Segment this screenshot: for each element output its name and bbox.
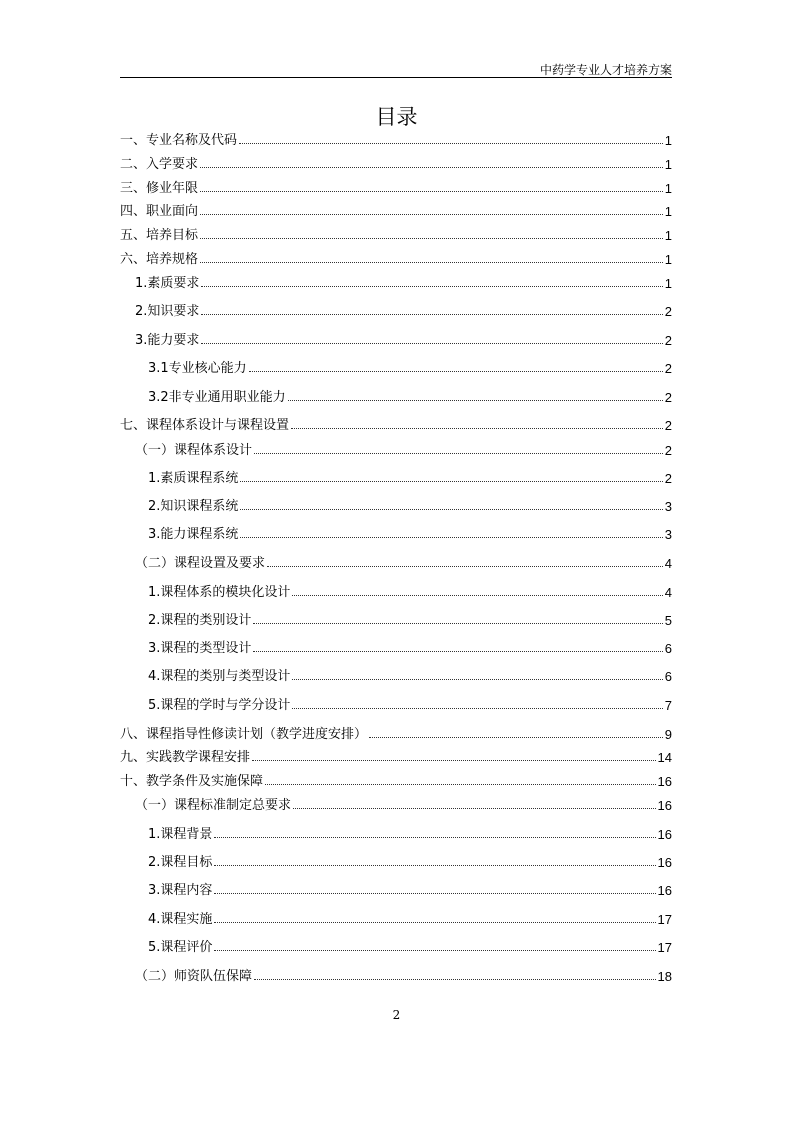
- toc-entry-label: 五、培养目标: [120, 228, 199, 243]
- toc-entry[interactable]: [120, 494, 672, 514]
- toc-dot-leader: [200, 237, 663, 239]
- toc-entry[interactable]: [120, 769, 672, 789]
- toc-entry-label: 3.2非专业通用职业能力: [148, 390, 286, 405]
- toc-entry[interactable]: [120, 299, 672, 319]
- toc-dot-leader: [240, 508, 662, 510]
- toc-entry-label: 1.素质课程系统: [148, 471, 239, 486]
- toc-dot-leader: [200, 190, 663, 192]
- toc-entry-label: （二）师资队伍保障: [135, 969, 253, 984]
- toc-dot-leader: [200, 213, 663, 215]
- toc-entry[interactable]: [120, 964, 672, 984]
- toc-dot-leader: [201, 285, 662, 287]
- toc-entry[interactable]: [120, 199, 672, 219]
- toc-dot-leader: [292, 678, 662, 680]
- toc-entry[interactable]: [120, 822, 672, 842]
- toc-entry-label: （二）课程设置及要求: [135, 556, 266, 571]
- toc-entry-label: 4.课程的类别与类型设计: [148, 669, 291, 684]
- toc-entry-label: 5.课程评价: [148, 940, 213, 955]
- toc-title: 目录: [375, 105, 418, 129]
- toc-entry[interactable]: [120, 271, 672, 291]
- toc-dot-leader: [200, 166, 663, 168]
- toc-entry[interactable]: [120, 413, 672, 433]
- header-rule: [120, 77, 672, 78]
- toc-entry-page: 3: [664, 499, 672, 514]
- toc-entry[interactable]: [120, 522, 672, 542]
- toc-entry-page: 1: [664, 181, 672, 196]
- toc-entry-label: 2.课程目标: [148, 855, 213, 870]
- toc-dot-leader: [201, 342, 662, 344]
- toc-entry-label: （一）课程标准制定总要求: [135, 798, 292, 813]
- toc-entry-label: 二、入学要求: [120, 157, 199, 172]
- toc-dot-leader: [252, 759, 656, 761]
- toc-dot-leader: [214, 892, 655, 894]
- toc-entry-label: 1.素质要求: [135, 276, 200, 291]
- toc-entry-page: 2: [664, 333, 672, 348]
- toc-entry-page: 16: [657, 883, 672, 898]
- toc-entry-page: 1: [664, 228, 672, 243]
- toc-entry-label: 2.知识课程系统: [148, 499, 239, 514]
- toc-entry-page: 2: [664, 390, 672, 405]
- toc-entry-label: 七、课程体系设计与课程设置: [120, 418, 290, 433]
- toc-entry[interactable]: [120, 693, 672, 713]
- toc-dot-leader: [253, 622, 662, 624]
- toc-entry[interactable]: [120, 793, 672, 813]
- toc-entry-page: 17: [657, 940, 672, 955]
- toc-entry[interactable]: [120, 438, 672, 458]
- toc-dot-leader: [214, 921, 655, 923]
- toc-dot-leader: [214, 864, 655, 866]
- toc-entry-label: 3.能力课程系统: [148, 527, 239, 542]
- toc-dot-leader: [214, 836, 655, 838]
- toc-entry-page: 9: [664, 727, 672, 742]
- toc-entry-page: 6: [664, 641, 672, 656]
- toc-entry-label: 3.课程内容: [148, 883, 213, 898]
- toc-dot-leader: [265, 783, 656, 785]
- toc-dot-leader: [369, 736, 663, 738]
- toc-dot-leader: [239, 142, 663, 144]
- toc-entry-page: 2: [664, 361, 672, 376]
- toc-entry[interactable]: [120, 935, 672, 955]
- toc-entry-page: 1: [664, 252, 672, 267]
- toc-dot-leader: [267, 565, 663, 567]
- toc-entry-page: 2: [664, 418, 672, 433]
- toc-entry-label: 5.课程的学时与学分设计: [148, 698, 291, 713]
- toc-entry-page: 1: [664, 204, 672, 219]
- toc-entry[interactable]: [120, 878, 672, 898]
- toc-entry[interactable]: [120, 636, 672, 656]
- toc-entry-label: 四、职业面向: [120, 204, 199, 219]
- toc-dot-leader: [254, 978, 656, 980]
- toc-entry[interactable]: [120, 907, 672, 927]
- toc-dot-leader: [292, 707, 662, 709]
- toc-entry[interactable]: [120, 664, 672, 684]
- toc-entry-page: 1: [664, 157, 672, 172]
- toc-entry-label: 十、教学条件及实施保障: [120, 774, 264, 789]
- toc-entry[interactable]: [120, 128, 672, 148]
- toc-entry-label: 3.能力要求: [135, 333, 200, 348]
- toc-entry[interactable]: [120, 745, 672, 765]
- toc-entry[interactable]: [120, 223, 672, 243]
- toc-entry-label: 六、培养规格: [120, 252, 199, 267]
- running-header-title: 中药学专业人才培养方案: [539, 63, 672, 77]
- toc-dot-leader: [201, 313, 662, 315]
- toc-entry[interactable]: [120, 356, 672, 376]
- toc-entry[interactable]: [120, 722, 672, 742]
- toc-entry-page: 5: [664, 613, 672, 628]
- toc-entry[interactable]: [120, 247, 672, 267]
- toc-entry[interactable]: [120, 551, 672, 571]
- toc-dot-leader: [291, 427, 663, 429]
- toc-dot-leader: [254, 452, 663, 454]
- toc-entry-label: （一）课程体系设计: [135, 443, 253, 458]
- toc-entry-page: 18: [657, 969, 672, 984]
- toc-dot-leader: [292, 594, 662, 596]
- toc-dot-leader: [249, 370, 663, 372]
- toc-dot-leader: [240, 536, 662, 538]
- toc-entry-page: 4: [664, 585, 672, 600]
- toc-entry-page: 17: [657, 912, 672, 927]
- toc-entry-page: 7: [664, 698, 672, 713]
- toc-entry-page: 4: [664, 556, 672, 571]
- toc-entry-label: 4.课程实施: [148, 912, 213, 927]
- toc-entry-label: 2.课程的类别设计: [148, 613, 252, 628]
- toc-entry[interactable]: [120, 850, 672, 870]
- toc-entry-page: 2: [664, 471, 672, 486]
- toc-entry[interactable]: [120, 466, 672, 486]
- toc-dot-leader: [293, 807, 656, 809]
- toc-entry-label: 八、课程指导性修读计划（教学进度安排）: [120, 727, 368, 742]
- toc-entry-label: 三、修业年限: [120, 181, 199, 196]
- toc-entry[interactable]: [120, 608, 672, 628]
- toc-entry-page: 6: [664, 669, 672, 684]
- toc-dot-leader: [240, 480, 662, 482]
- toc-entry-label: 1.课程背景: [148, 827, 213, 842]
- page-number: 2: [392, 1008, 401, 1022]
- toc-entry-label: 3.1专业核心能力: [148, 361, 247, 376]
- toc-dot-leader: [214, 949, 655, 951]
- toc-dot-leader: [253, 650, 662, 652]
- toc-entry-page: 1: [664, 133, 672, 148]
- toc-entry[interactable]: [120, 385, 672, 405]
- toc-entry-page: 16: [657, 855, 672, 870]
- toc-dot-leader: [288, 399, 663, 401]
- toc-entry-label: 3.课程的类型设计: [148, 641, 252, 656]
- toc-entry-page: 3: [664, 527, 672, 542]
- toc-entry-label: 2.知识要求: [135, 304, 200, 319]
- toc-entry[interactable]: [120, 176, 672, 196]
- toc-entry-page: 2: [664, 304, 672, 319]
- toc-entry-label: 九、实践教学课程安排: [120, 750, 251, 765]
- toc-entry-page: 2: [664, 443, 672, 458]
- toc-entry-page: 16: [657, 827, 672, 842]
- toc-entry-label: 一、专业名称及代码: [120, 133, 238, 148]
- toc-entry[interactable]: [120, 328, 672, 348]
- toc-entry-page: 16: [657, 774, 672, 789]
- toc-entry-label: 1.课程体系的模块化设计: [148, 585, 291, 600]
- toc-entry[interactable]: [120, 152, 672, 172]
- toc-entry-page: 16: [657, 798, 672, 813]
- toc-entry-page: 1: [664, 276, 672, 291]
- toc-entry-page: 14: [657, 750, 672, 765]
- toc-dot-leader: [200, 261, 663, 263]
- toc-entry[interactable]: [120, 580, 672, 600]
